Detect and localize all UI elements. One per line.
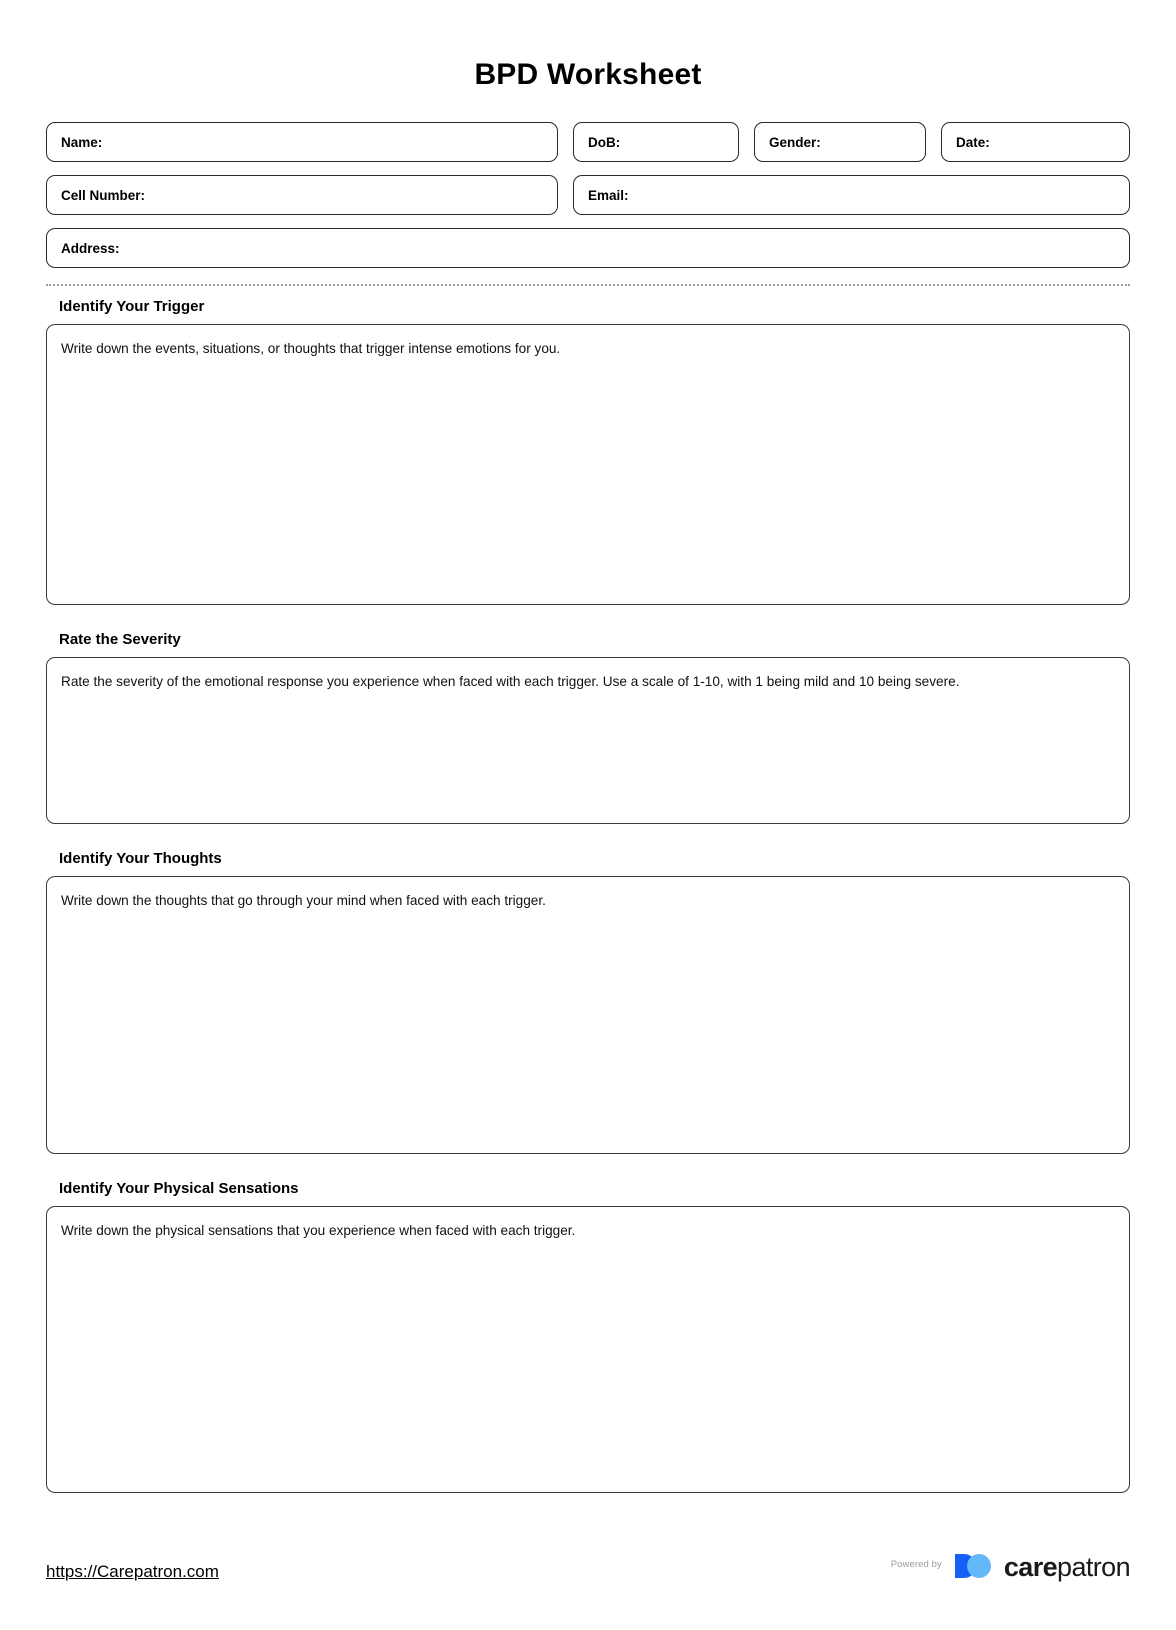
- sensations-response-box[interactable]: [46, 1206, 1130, 1493]
- carepatron-url-link[interactable]: https://Carepatron.com: [46, 1562, 219, 1581]
- section-identify-your-physical-sensations: [46, 1180, 1130, 1493]
- section-identify-your-thoughts: [46, 850, 1130, 1154]
- dob-field-label: DoB:: [588, 134, 621, 150]
- email-field[interactable]: [573, 175, 1130, 215]
- wordmark-light: patron: [1057, 1551, 1130, 1582]
- cell-number-field-label: Cell Number:: [61, 187, 146, 203]
- carepatron-logo-icon: [951, 1550, 997, 1584]
- section-divider: [46, 284, 1130, 286]
- identity-row-2: [46, 175, 1130, 215]
- thoughts-instruction: Write down the thoughts that go through your mind when faced with each trigger.: [61, 893, 546, 908]
- carepatron-logo: [951, 1550, 1130, 1584]
- severity-instruction: Rate the severity of the emotional response you experience when faced with each trigger. Use a scale of 1-10, with 1 being mild and 10 being severe.: [61, 674, 960, 689]
- sensations-instruction: Write down the physical sensations that you experience when faced with each trigger.: [61, 1223, 576, 1238]
- address-field-label: Address:: [61, 240, 120, 256]
- dob-field[interactable]: [573, 122, 739, 162]
- email-field-label: Email:: [588, 187, 629, 203]
- section-heading: Identify Your Physical Sensations: [59, 1180, 299, 1197]
- gender-field-label: Gender:: [769, 134, 821, 150]
- thoughts-response-box[interactable]: [46, 876, 1130, 1154]
- section-heading: Identify Your Thoughts: [59, 850, 222, 867]
- trigger-instruction: Write down the events, situations, or thoughts that trigger intense emotions for you.: [61, 341, 561, 356]
- page-title: BPD Worksheet: [474, 58, 702, 91]
- date-field-label: Date:: [956, 134, 990, 150]
- brand-lockup: [891, 1550, 1130, 1584]
- cell-number-field[interactable]: [46, 175, 558, 215]
- spacer: [46, 828, 1130, 850]
- powered-by-label: Powered by: [890, 1559, 942, 1570]
- section-identify-your-trigger: [46, 298, 1130, 605]
- date-field[interactable]: [941, 122, 1130, 162]
- carepatron-wordmark: [1003, 1551, 1130, 1582]
- section-heading: Rate the Severity: [59, 631, 181, 648]
- spacer: [46, 609, 1130, 631]
- name-field-label: Name:: [61, 134, 103, 150]
- identity-row-3: [46, 228, 1130, 268]
- address-field[interactable]: [46, 228, 1130, 268]
- gender-field[interactable]: [754, 122, 926, 162]
- identity-row-1: [46, 122, 1130, 162]
- page-footer: [46, 1550, 1130, 1584]
- severity-response-box[interactable]: [46, 657, 1130, 824]
- section-rate-the-severity: [46, 631, 1130, 824]
- spacer: [46, 1158, 1130, 1180]
- section-heading: Identify Your Trigger: [59, 298, 205, 315]
- trigger-response-box[interactable]: [46, 324, 1130, 605]
- wordmark-bold: care: [1003, 1551, 1058, 1582]
- name-field[interactable]: [46, 122, 558, 162]
